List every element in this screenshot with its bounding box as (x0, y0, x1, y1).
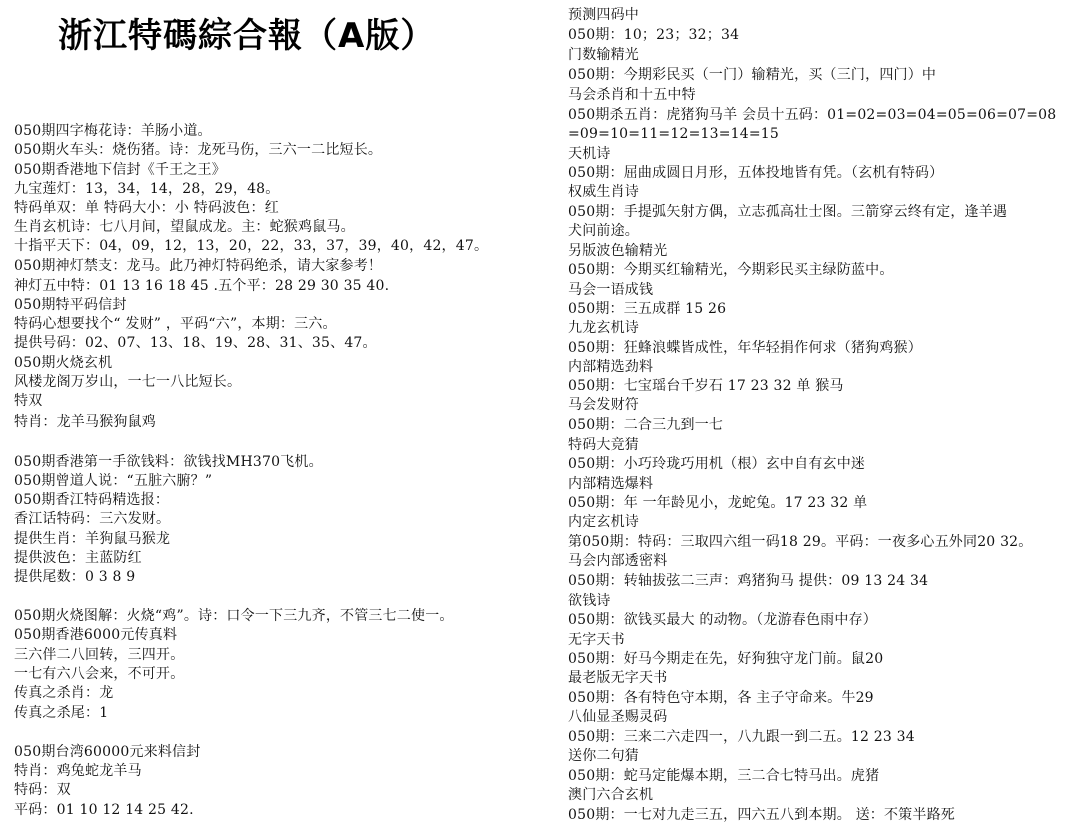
left-line: 风楼龙阁万岁山，一七一八比短长。 (14, 374, 242, 390)
left-line: 传真之杀尾：1 (14, 705, 109, 721)
left-line: 神灯五中特：01 13 16 18 45 .五个平：28 29 30 35 40. (14, 278, 390, 294)
left-line: 生肖玄机诗：七八月间，望鼠成龙。主：蛇猴鸡鼠马。 (14, 219, 355, 235)
left-line: 香江话特码：三六发财。 (14, 511, 171, 527)
left-line: 提供波色：主蓝防红 (14, 550, 142, 566)
right-line: 050期：二合三九到一七 (568, 417, 724, 433)
right-line: 权威生肖诗 (568, 184, 639, 200)
left-line: 050期香港地下信封《千王之王》 (14, 162, 226, 178)
left-line: 提供号码：02、07、13、18、19、28、31、35、47。 (14, 335, 377, 351)
left-line: 提供生肖：羊狗鼠马猴龙 (14, 531, 171, 547)
right-line: 050期：狂蜂浪蝶皆成性，年华轻捐作何求（猪狗鸡猴） (568, 340, 922, 356)
left-line: 050期火车头：烧伤猪。诗：龙死马伤，三六一二比短长。 (14, 142, 383, 158)
newspaper-title: 浙江特碼綜合報（A版） (58, 16, 436, 56)
right-line: 050期：小巧玲珑巧用机（根）玄中自有玄中迷 (568, 456, 866, 472)
right-line: 050期：屈曲成圆日月形，五体投地皆有凭。（玄机有特码） (568, 165, 944, 181)
left-line: 050期香江特码精选报： (14, 492, 170, 508)
left-line: 050期台湾60000元来料信封 (14, 744, 201, 760)
right-line: 第050期：特码：三取四六组一码18 29。平码：一夜多心五外同20 32。 (568, 534, 1033, 550)
right-line: 050期：今期买红输精光，今期彩民买主绿防蓝中。 (568, 262, 894, 278)
right-line: 050期：一七对九走三五，四六五八到本期。 送：不策半路死 (568, 807, 955, 823)
left-line: 特肖：龙羊马猴狗鼠鸡 (14, 414, 156, 430)
left-line: 050期曾道人说：“五脏六腑？” (14, 473, 213, 489)
left-line: 050期火烧图解：火烧“鸡”。诗：口令一下三九齐，不管三七二使一。 (14, 608, 454, 624)
left-line: 050期神灯禁支：龙马。此乃神灯特码绝杀，请大家参考！ (14, 258, 383, 274)
right-line: =09=10=11=12=13=14=15 (568, 126, 780, 142)
left-line: 特肖：鸡兔蛇龙羊马 (14, 763, 142, 779)
right-line: 050期：三五成群 15 26 (568, 301, 727, 317)
left-line: 平码：01 10 12 14 25 42. (14, 802, 194, 818)
right-line: 050期：10；23；32；34 (568, 27, 740, 43)
right-line: 送你二句猜 (568, 748, 639, 764)
right-line: 无字天书 (568, 632, 625, 648)
left-line: 050期特平码信封 (14, 297, 127, 313)
right-line: 050期：今期彩民买（一门）输精光，买（三门，四门）中 (568, 67, 937, 83)
left-line: 传真之杀肖：龙 (14, 685, 114, 701)
right-line: 特码大竞猜 (568, 437, 639, 453)
right-line: 欲钱诗 (568, 593, 611, 609)
right-line: 马会一语成钱 (568, 282, 654, 298)
right-line: 门数输精光 (568, 47, 639, 63)
left-line: 九宝莲灯：13，34，14，28，29，48。 (14, 181, 280, 197)
right-line: 内定玄机诗 (568, 514, 639, 530)
right-line: 天机诗 (568, 146, 611, 162)
right-line: 九龙玄机诗 (568, 320, 639, 336)
left-line: 050期四字梅花诗：羊肠小道。 (14, 123, 212, 139)
right-line: 050期：蛇马定能爆本期，三二合七特马出。虎猪 (568, 768, 880, 784)
right-line: 050期：七宝瑶台千岁石 17 23 32 单 猴马 (568, 378, 844, 394)
right-line: 马会发财符 (568, 397, 639, 413)
right-line: 内部精选劲料 (568, 359, 654, 375)
right-line: 最老版无字天书 (568, 670, 668, 686)
right-line: 050期：转轴拔弦二三声：鸡猪狗马 提供：09 13 24 34 (568, 573, 929, 589)
right-line: 050期：年 一年龄见小，龙蛇兔。17 23 32 单 (568, 495, 868, 511)
left-line: 050期火烧玄机 (14, 355, 113, 371)
right-line: 050期：好马今期走在先，好狗独守龙门前。鼠20 (568, 651, 884, 667)
left-line: 特码心想要找个“ 发财” ，平码“六”，本期：三六。 (14, 316, 337, 332)
left-line: 特双 (14, 393, 43, 409)
right-line: 050期：各有特色守本期，各 主子守命来。牛29 (568, 690, 874, 706)
left-line: 一七有六八会来，不可开。 (14, 666, 185, 682)
left-line: 特码：双 (14, 782, 71, 798)
left-line: 050期香港第一手欲钱料：欲钱找MH370飞机。 (14, 454, 323, 470)
left-line: 特码单双：单 特码大小：小 特码波色：红 (14, 200, 279, 216)
right-line: 内部精选爆料 (568, 476, 654, 492)
right-line: 犬问前途。 (568, 223, 639, 239)
right-line: 另版波色输精光 (568, 243, 668, 259)
left-line: 050期香港6000元传真料 (14, 627, 178, 643)
right-line: 马会内部透密料 (568, 553, 668, 569)
right-line: 马会杀肖和十五中特 (568, 87, 696, 103)
right-line: 050期：手提弧矢射方偶，立志孤高壮士图。三箭穿云终有定，逢羊遇 (568, 204, 1008, 220)
right-line: 预测四码中 (568, 7, 639, 23)
right-line: 050期杀五肖：虎猪狗马羊 会员十五码：01=02=03=04=05=06=07=08 (568, 107, 1057, 123)
left-line: 提供尾数：0 3 8 9 (14, 569, 136, 585)
left-line: 十指平天下：04，09，12，13，20，22，33，37，39，40，42，47。 (14, 238, 489, 254)
right-line: 澳门六合玄机 (568, 787, 654, 803)
right-line: 050期：三来二六走四一，八九跟一到二五。12 23 34 (568, 729, 915, 745)
right-line: 八仙显圣赐灵码 (568, 709, 668, 725)
left-line: 三六伴二八回转，三四开。 (14, 647, 185, 663)
right-line: 050期：欲钱买最大 的动物。（龙游春色雨中存） (568, 612, 877, 628)
